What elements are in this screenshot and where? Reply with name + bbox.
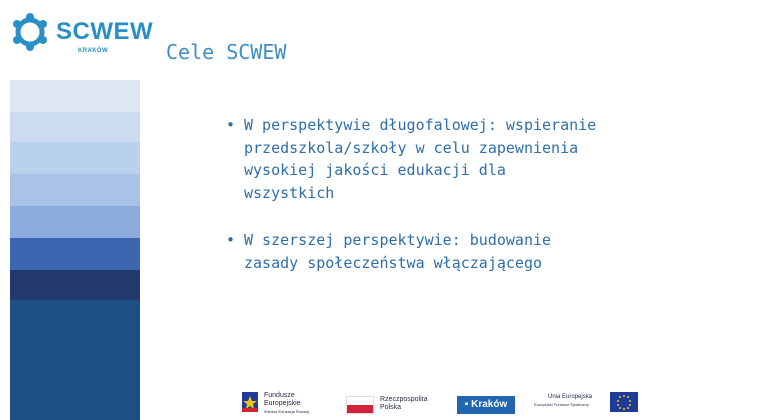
rp-line1: Rzeczpospolita [380, 396, 428, 403]
bullet-item [226, 114, 726, 204]
krakow-label: Kraków [471, 399, 508, 410]
bullet-line: zasady społeczeństwa włączającego [244, 253, 543, 272]
polish-flag-icon [346, 396, 374, 414]
bullet-line: wszystkich [244, 183, 335, 202]
bullet-item [226, 229, 726, 274]
bullet-dot-icon: • [226, 116, 236, 134]
footer-logos [240, 388, 640, 420]
stripe [10, 174, 140, 206]
logo-subtitle: KRAKÓW [78, 48, 109, 54]
bullet-line: W perspektywie długofalowej: wspieranie [244, 116, 597, 134]
stripe [10, 206, 140, 238]
stripe [10, 142, 140, 174]
fe-logo [240, 388, 330, 416]
fe-line1: Fundusze [264, 392, 295, 399]
fe-line3: Wiedza Edukacja Rozwój [264, 409, 310, 414]
stripe [10, 270, 140, 300]
gear-people-icon [10, 12, 50, 52]
bullet-list [226, 114, 726, 274]
eu-flag-icon [610, 392, 638, 412]
stripe [10, 300, 140, 420]
bullet-line: wysokiej jakości edukacji dla [244, 161, 506, 179]
fe-star-icon [240, 390, 260, 414]
logo-title: SCWEW [56, 18, 154, 45]
eu-line1: Unia Europejska [548, 394, 593, 400]
stripe [10, 238, 140, 270]
rp-logo [346, 388, 446, 416]
slide-title: Cele SCWEW [166, 40, 287, 64]
eu-line2: Europejski Fundusz Społeczny [534, 402, 589, 407]
bullet-line: przedszkola/szkoły w celu zapewnienia [244, 138, 579, 157]
stripe [10, 80, 140, 112]
fe-line2: Europejskie [264, 400, 301, 407]
bullet-line: W szerszej perspektywie: budowanie [244, 231, 552, 249]
scwew-logo [10, 12, 154, 62]
krakow-crest-icon: ▪ [464, 399, 472, 410]
sidebar-stripes [10, 80, 140, 420]
krakow-logo [457, 396, 515, 414]
bullet-dot-icon: • [226, 231, 236, 249]
rp-line2: Polska [380, 404, 402, 411]
stripe [10, 112, 140, 142]
